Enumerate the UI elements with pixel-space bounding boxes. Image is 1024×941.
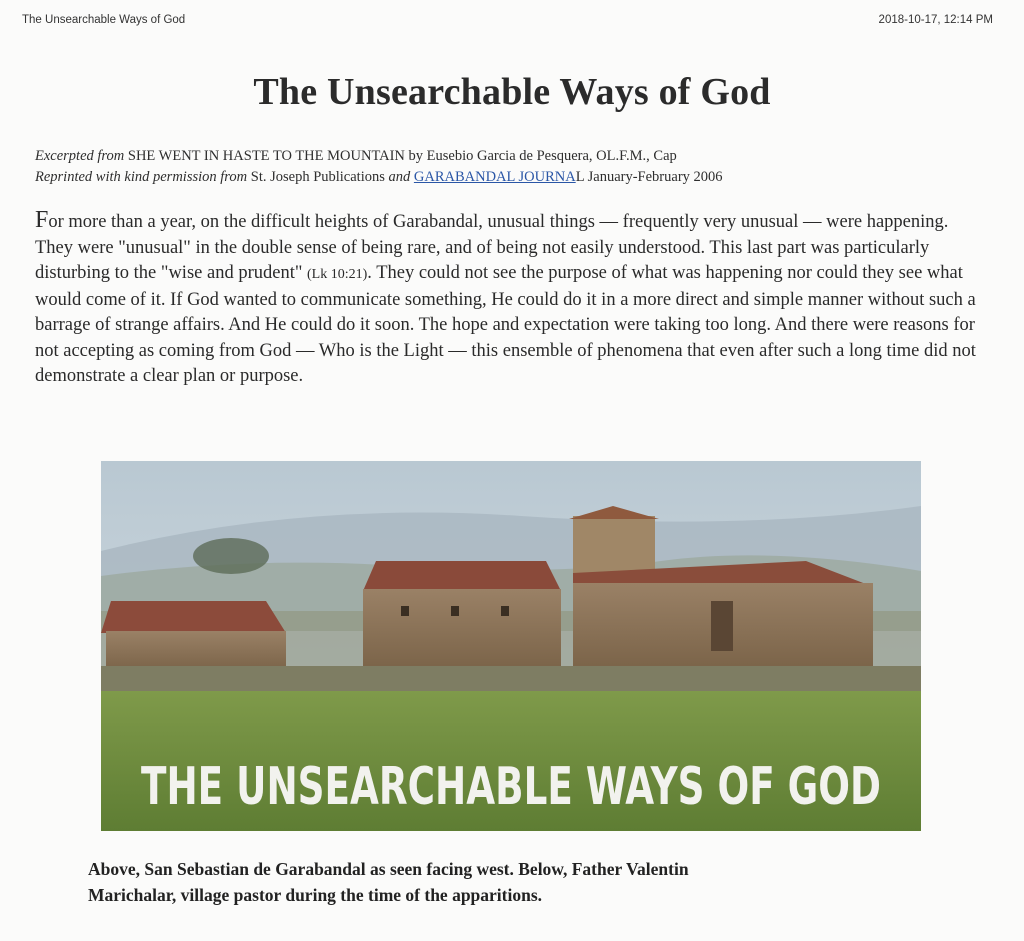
scripture-reference: (Lk 10:21) [307,267,368,282]
photo-caption-line-2: Marichalar, village pastor during the time of the apparitions. [88,885,543,905]
credit-excerpt-italic: Excerpted from [35,148,125,164]
left-house-wall [106,631,286,671]
credit-and-italic: and [388,169,411,185]
village-photo [101,461,921,831]
left-house-roof [101,601,286,633]
middle-house-roof [363,561,561,591]
window [401,606,409,616]
credit-reprint-italic: Reprinted with kind permission from [35,169,248,185]
credit-reprint-text: St. Joseph Publications [247,169,389,185]
church-door [711,601,733,651]
print-header-timestamp: 2018-10-17, 12:14 PM [878,14,993,26]
credit-line-reprint [35,167,723,188]
paragraph-part-2: . They could not see the purpose of what was happening nor could they see what would come of it. If God wanted to communicate something, He could do it in a more direct and simple manner without such a barrage of strange affairs. And He could do it soon. The hope and expectation were taking too long. And there were reasons for not accepting as coming from God — Who is the Light — this ensemble of phenomena that even after such a long time did not demonstrate a clear plan or purpose. [35,263,976,386]
middle-house-wall [363,589,561,671]
credits-block [35,146,723,188]
window [501,606,509,616]
window [451,606,459,616]
photo-caption [88,856,908,908]
tree-cluster [193,538,269,574]
paragraph-part-1: or more than a year, on the difficult heights of Garabandal, unusual things — frequently very unusual — were happening. They were "unusual" in the double sense of being rare, and of being not easily understood. This last part was particularly disturbing to the "wise and prudent" [35,212,949,283]
garabandal-journal-link[interactable]: GARABANDAL JOURNA [413,169,576,185]
credit-excerpt-text: SHE WENT IN HASTE TO THE MOUNTAIN by Eusebio Garcia de Pesquera, OL.F.M., Cap [124,148,677,164]
photo-overlay-title: THE UNSEARCHABLE WAYS OF GOD [141,757,881,817]
drop-cap: F [35,207,49,233]
page-title: The Unsearchable Ways of God [253,71,771,113]
print-header-title: The Unsearchable Ways of God [22,14,186,26]
village-photo-illustration [101,461,921,831]
church-tower [573,516,655,576]
photo-caption-line-1: Above, San Sebastian de Garabandal as seen facing west. Below, Father Valentin [88,859,689,879]
credit-line-excerpt [35,146,723,167]
article-paragraph [35,208,985,390]
credit-date-text: L January-February 2006 [575,169,723,185]
